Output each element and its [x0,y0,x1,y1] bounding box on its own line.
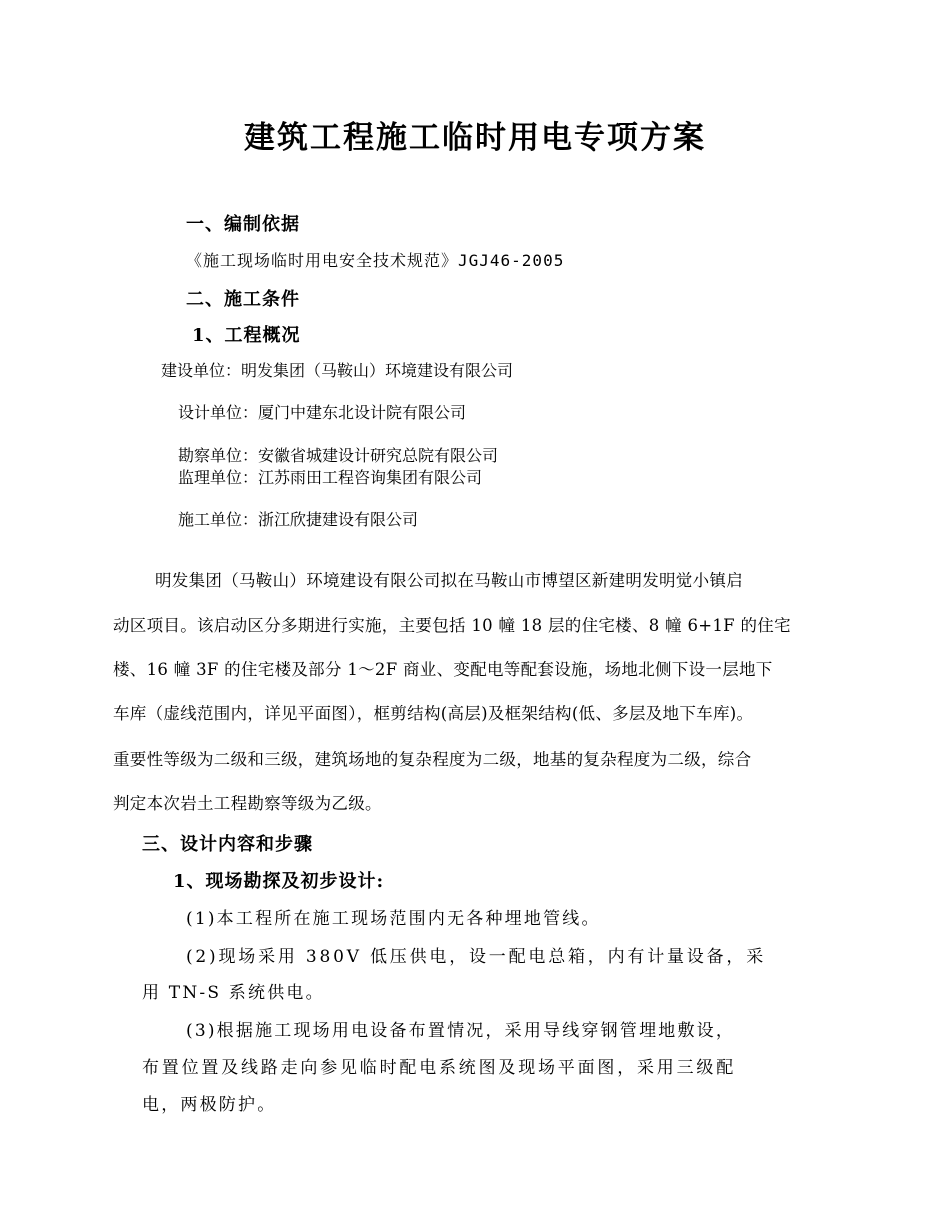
unit-supervision: 监理单位：江苏雨田工程咨询集团有限公司 [178,468,483,487]
design-line: (3)根据施工现场用电设备布置情况，采用导线穿钢管埋地敷设， [186,1021,736,1041]
overview-line: 重要性等级为二级和三级，建筑场地的复杂程度为二级，地基的复杂程度为二级，综合 [113,750,752,769]
design-line: 用 TN-S 系统供电。 [142,983,325,1003]
unit-construction: 建设单位：明发集团（马鞍山）环境建设有限公司 [161,361,514,380]
design-line: (2)现场采用 380V 低压供电，设一配电总箱，内有计量设备，采 [186,947,767,967]
section-3-sub-1: 1、现场勘探及初步设计: [173,871,385,892]
unit-design: 设计单位：厦门中建东北设计院有限公司 [178,403,467,422]
overview-line: 楼、16 幢 3F 的住宅楼及部分 1～2F 商业、变配电等配套设施，场地北侧下设一层地下 [113,660,773,679]
overview-line: 车库（虚线范围内，详见平面图），框剪结构(高层)及框架结构(低、多层及地下车库)。 [113,704,754,723]
overview-line: 动区项目。该启动区分多期进行实施，主要包括 10 幢 18 层的住宅楼、8 幢 6+1F 的住宅 [113,616,791,635]
design-line: (1)本工程所在施工现场范围内无各种埋地管线。 [186,909,601,929]
section-2-sub-1: 1、工程概况 [192,325,301,346]
overview-line: 明发集团（马鞍山）环境建设有限公司拟在马鞍山市博望区新建明发明觉小镇启 [155,571,743,590]
section-1-text: 《施工现场临时用电安全技术规范》JGJ46-2005 [186,251,565,270]
design-line: 布置位置及线路走向参见临时配电系统图及现场平面图，采用三级配 [142,1058,736,1078]
unit-survey: 勘察单位：安徽省城建设计研究总院有限公司 [178,446,499,465]
section-3-heading: 三、设计内容和步骤 [142,834,313,855]
unit-builder: 施工单位：浙江欣捷建设有限公司 [178,510,419,529]
design-line: 电，两极防护。 [142,1095,277,1115]
document-title: 建筑工程施工临时用电专项方案 [244,120,706,156]
section-1-heading: 一、编制依据 [186,214,300,235]
overview-line: 判定本次岩土工程勘察等级为乙级。 [113,794,382,813]
section-2-heading: 二、施工条件 [186,289,300,310]
